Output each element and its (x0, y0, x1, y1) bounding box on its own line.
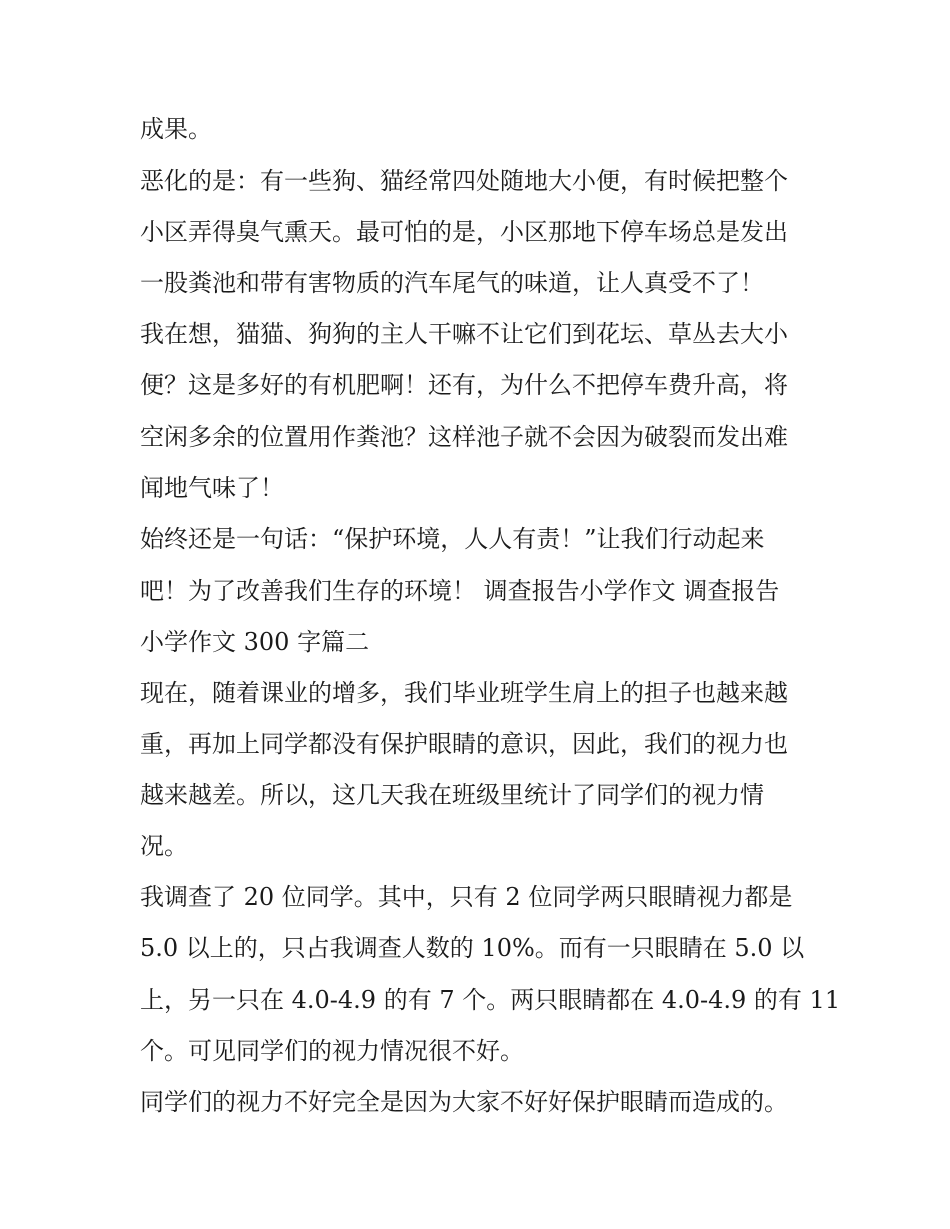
text-line: 况。 (140, 832, 188, 860)
text-line: 我在想，猫猫、狗狗的主人干嘛不让它们到花坛、草丛去大小 (140, 320, 788, 348)
text-line: 5.0 以上的，只占我调查人数的 10%。而有一只眼睛在 5.0 以 (140, 934, 805, 962)
text-line: 个。可见同学们的视力情况很不好。 (140, 1037, 524, 1065)
text-line: 现在，随着课业的增多，我们毕业班学生肩上的担子也越来越 (140, 679, 788, 707)
text-line: 恶化的是：有一些狗、猫经常四处随地大小便，有时候把整个 (140, 167, 788, 195)
text-line: 越来越差。所以，这几天我在班级里统计了同学们的视力情 (140, 781, 764, 809)
text-line: 重，再加上同学都没有保护眼睛的意识，因此，我们的视力也 (140, 730, 788, 758)
text-line: 始终还是一句话：“保护环境，人人有责！”让我们行动起来 (140, 525, 765, 553)
text-line: 便？这是多好的有机肥啊！还有，为什么不把停车费升高，将 (140, 371, 788, 399)
text-line: 空闲多余的位置用作粪池？这样池子就不会因为破裂而发出难 (140, 423, 788, 451)
text-line: 小区弄得臭气熏天。最可怕的是，小区那地下停车场总是发出 (140, 218, 788, 246)
text-line: 上，另一只在 4.0-4.9 的有 7 个。两只眼睛都在 4.0-4.9 的有 11 (140, 986, 841, 1014)
text-line: 吧！为了改善我们生存的环境！ 调查报告小学作文 调查报告 (140, 577, 780, 605)
text-line: 我调查了 20 位同学。其中，只有 2 位同学两只眼睛视力都是 (140, 883, 793, 911)
text-line: 成果。 (140, 115, 212, 143)
text-line: 一股粪池和带有害物质的汽车尾气的味道，让人真受不了！ (140, 269, 764, 297)
text-line: 闻地气味了！ (140, 474, 284, 502)
text-line: 同学们的视力不好完全是因为大家不好好保护眼睛而造成的。 (140, 1088, 788, 1116)
text-line: 小学作文 300 字篇二 (140, 628, 370, 656)
